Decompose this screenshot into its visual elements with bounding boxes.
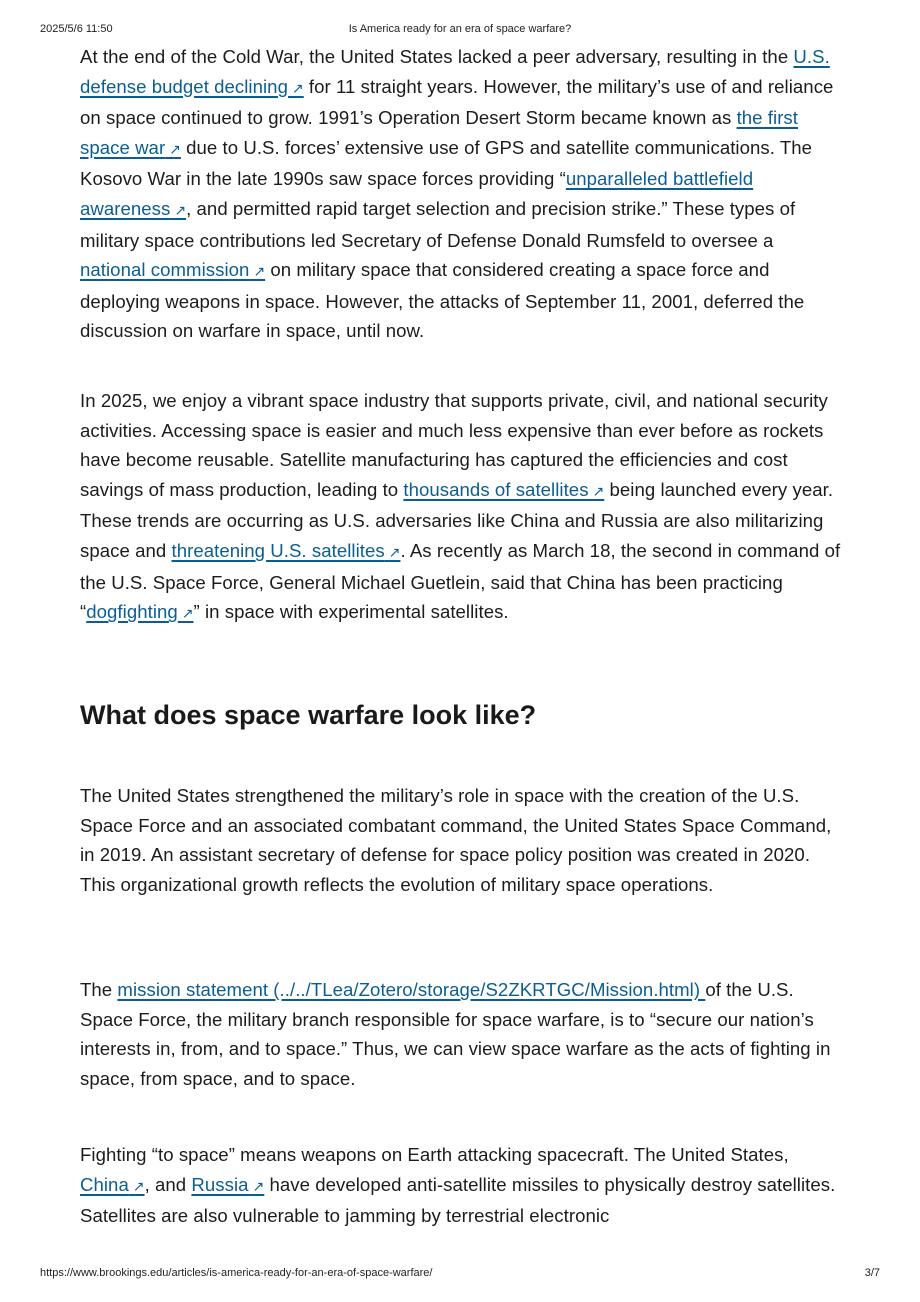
print-footer	[0, 1267, 920, 1281]
paragraph-fighting-to-space: Fighting “to space” means weapons on Earth attacking spacecraft. The United States, China ↗ , and Russia ↗ have developed anti-satellite missiles to physically destroy satellites. Satellites are also vulnerable to jamming by terrestrial electronic	[80, 1140, 842, 1231]
link-national-commission[interactable]: national commission ↗	[80, 259, 265, 280]
link-battlefield-awareness[interactable]: unparalleled battlefield awareness ↗	[80, 168, 753, 219]
link-china[interactable]: China ↗	[80, 1174, 145, 1195]
link-mission-statement[interactable]: mission statement (../../TLea/Zotero/storage/S2ZKRTGC/Mission.html)	[117, 979, 706, 1000]
print-title: Is America ready for an era of space warfare?	[348, 23, 572, 35]
print-header	[0, 23, 920, 37]
link-first-space-war[interactable]: the first space war ↗	[80, 107, 798, 158]
print-url: https://www.brookings.edu/articles/is-america-ready-for-an-era-of-space-warfare/	[40, 1267, 433, 1279]
link-thousands-of-satellites[interactable]: thousands of satellites ↗	[403, 479, 604, 500]
link-defense-budget[interactable]: U.S. defense budget declining ↗	[80, 46, 830, 97]
print-datetime: 2025/5/6 11:50	[40, 23, 113, 35]
article-body	[80, 42, 842, 1227]
section-heading: What does space warfare look like?	[80, 700, 537, 730]
link-dogfighting[interactable]: dogfighting ↗	[86, 601, 193, 622]
paragraph-space-industry: In 2025, we enjoy a vibrant space industry that supports private, civil, and national security activities. Accessing space is easier and much less expensive than ever before as rockets have become reusable. Satellite manufacturing has captured the efficiencies and cost savings of mass production, leading to thousands of satellites ↗ being launched every year. These trends are occurring as U.S. adversaries like China and Russia are also militarizing space and threatening U.S. satellites ↗ . As recently as March 18, the second in command of the U.S. Space Force, General Michael Guetlein, said that China has been practicing “dogfighting ↗ ” in space with experimental satellites.	[80, 386, 842, 629]
paragraph-cold-war: At the end of the Cold War, the United States lacked a peer adversary, resulting in the U.S. defense budget declining ↗ for 11 straight years. However, the military’s use of and reliance on space continued to grow. 1991’s Operation Desert Storm became known as the first space war ↗ due to U.S. forces’ extensive use of GPS and satellite communications. The Kosovo War in the late 1990s saw space forces providing “unparalleled battlefield awareness ↗ , and permitted rapid target selection and precision strike.” These types of military space contributions led Secretary of Defense Donald Rumsfeld to oversee a national commission ↗ on military space that considered creating a space force and deploying weapons in space. However, the attacks of September 11, 2001, deferred the discussion on warfare in space, until now.	[80, 42, 842, 346]
link-threatening-satellites[interactable]: threatening U.S. satellites ↗	[171, 540, 400, 561]
page-number: 3/7	[864, 1267, 880, 1279]
paragraph-space-force-creation: The United States strengthened the military’s role in space with the creation of the U.S. Space Force and an associated combatant command, the United States Space Command, in 2019. An assistant secretary of defense for space policy position was created in 2020. This organizational growth reflects the evolution of military space operations.	[80, 785, 832, 895]
paragraph-mission-statement: The mission statement (../../TLea/Zotero/storage/S2ZKRTGC/Mission.html) of the U.S. Space Force, the military branch responsible for space warfare, is to “secure our nation’s interests in, from, and to space.” Thus, we can view space warfare as the acts of fighting in space, from space, and to space.	[80, 979, 831, 1089]
link-russia[interactable]: Russia ↗	[191, 1174, 264, 1195]
